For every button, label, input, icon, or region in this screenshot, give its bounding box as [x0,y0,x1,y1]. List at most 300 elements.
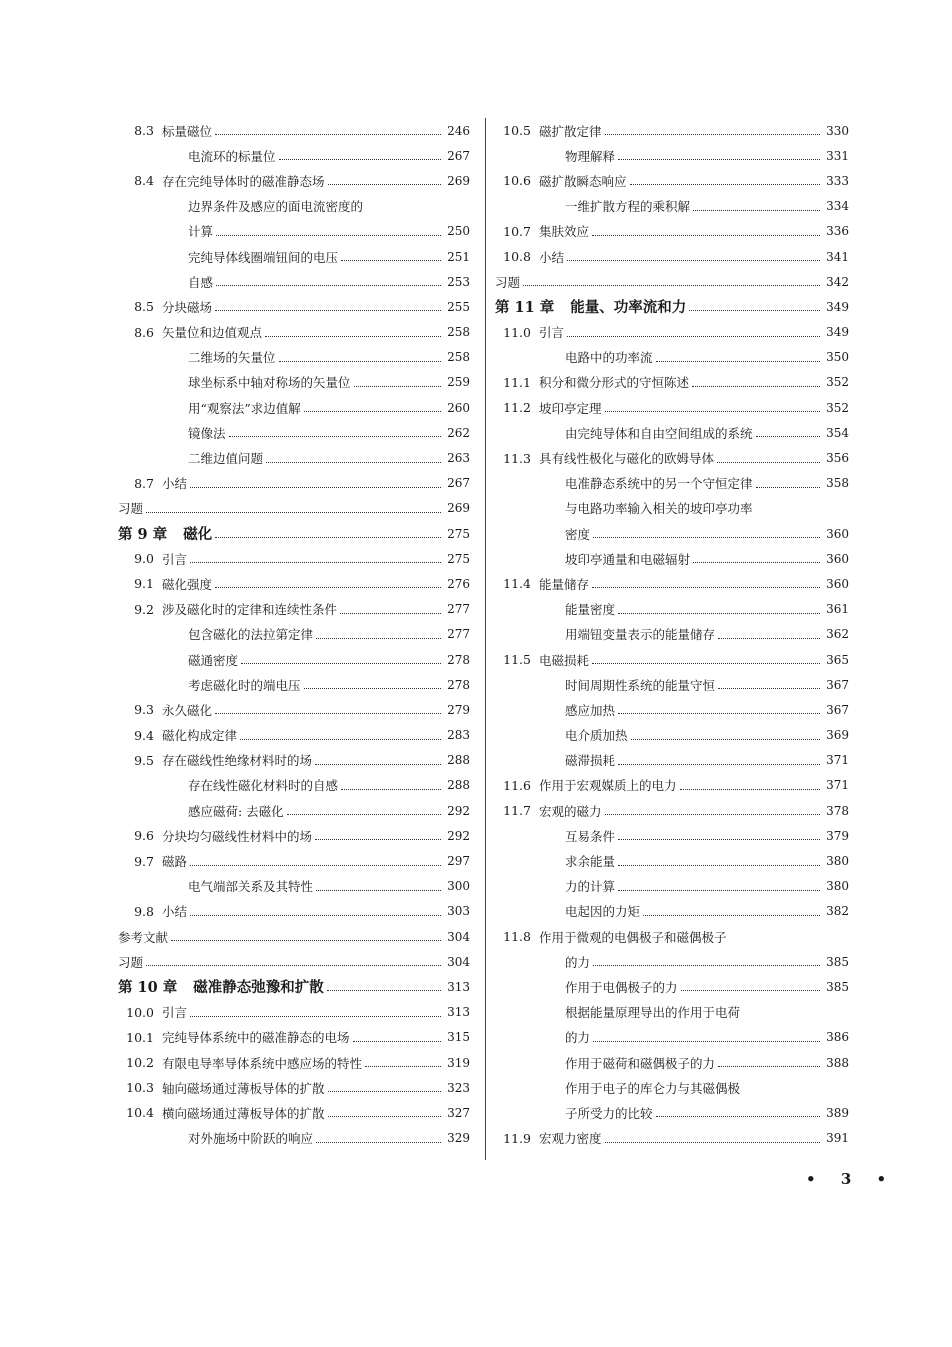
toc-page-number: 356 [826,451,849,466]
dot-leader [316,1142,441,1143]
dot-leader [593,537,820,538]
toc-entry [118,143,470,168]
dot-leader [279,361,441,362]
toc-page-number: 331 [826,148,849,163]
dot-leader [328,184,441,185]
toc-title: 习题 [118,954,144,970]
dot-leader [146,512,441,513]
toc-section-number: 9.5 [134,752,154,768]
dot-leader [216,235,441,236]
dot-leader [171,940,441,941]
toc-entry [495,899,849,924]
toc-entry [118,1025,470,1050]
toc-title: 完纯导体线圈端钮间的电压 [188,249,339,265]
toc-page-number: 278 [447,652,470,667]
toc-section-number: 9.0 [134,551,154,567]
toc-title: 对外施场中阶跃的响应 [188,1131,314,1147]
toc-page-number: 323 [447,1080,470,1095]
toc-title: 永久磁化 [162,702,213,718]
toc-page-number: 275 [447,551,470,566]
dot-leader [618,613,820,614]
toc-page-number: 378 [826,803,849,818]
toc-page-number: 336 [826,224,849,239]
dot-leader [592,663,820,664]
toc-title: 互易条件 [565,828,616,844]
toc-page-number: 263 [447,451,470,466]
toc-title: 习题 [495,274,521,290]
toc-section-number: 8.4 [134,173,154,189]
toc-title: 坡印亭定理 [539,400,602,416]
toc-section-number: 10.5 [503,123,531,139]
dot-leader [605,1142,820,1143]
toc-title: 标量磁位 [162,123,213,139]
toc-section-number: 11.4 [503,576,531,592]
dot-leader [316,638,441,639]
toc-title: 求余能量 [565,854,616,870]
dot-leader [631,739,820,740]
toc-entry [118,823,470,848]
toc-page-number: 300 [447,879,470,894]
toc-entry [495,168,849,193]
toc-entry [118,244,470,269]
toc-title: 物理解释 [565,148,616,164]
toc-section-number: 8.7 [134,475,154,491]
toc-entry [495,320,849,345]
toc-title: 磁路 [162,854,188,870]
toc-page-number: 297 [447,854,470,869]
toc-right-column [495,118,849,1151]
toc-page-number: 329 [447,1131,470,1146]
toc-title: 电介质加热 [565,728,628,744]
toc-title: 电流环的标量位 [188,148,276,164]
toc-page-number: 367 [826,677,849,692]
toc-entry [118,899,470,924]
toc-page-number: 334 [826,199,849,214]
dot-leader [265,336,441,337]
toc-entry [118,1000,470,1025]
toc-section-number: 9.4 [134,727,154,743]
toc-entry [495,420,849,445]
toc-entry [118,395,470,420]
toc-section-number: 11.2 [503,400,531,416]
dot-leader [567,260,820,261]
toc-section-number: 10.1 [126,1029,154,1045]
toc-entry [118,773,470,798]
dot-leader [680,789,820,790]
toc-title: 习题 [118,501,144,517]
toc-page-number: 360 [826,551,849,566]
toc-title: 的力 [565,954,591,970]
toc-title: 镜像法 [188,425,226,441]
toc-page-number: 260 [447,400,470,415]
toc-title: 力的计算 [565,879,616,895]
toc-entry [118,597,470,622]
toc-entry [118,294,470,319]
toc-entry [495,1075,849,1100]
toc-entry [495,597,849,622]
toc-title: 存在线性磁化材料时的自感 [188,778,339,794]
toc-entry [495,848,849,873]
toc-entry [495,1100,849,1125]
dot-leader [718,638,820,639]
toc-page-number: 349 [826,325,849,340]
toc-page-number: 341 [826,249,849,264]
dot-leader [279,159,441,160]
toc-page-number: 360 [826,576,849,591]
toc-section-number: 8.6 [134,324,154,340]
toc-entry [118,320,470,345]
toc-title: 磁化强度 [162,576,213,592]
dot-leader [328,1116,441,1117]
toc-entry [118,345,470,370]
dot-leader [618,839,820,840]
dot-leader [146,965,441,966]
toc-page-number: 258 [447,325,470,340]
dot-leader [241,663,441,664]
toc-entry [118,370,470,395]
toc-title: 坡印亭通量和电磁辐射 [565,551,691,567]
toc-section-number: 11.9 [503,1130,531,1146]
toc-page-number: 379 [826,828,849,843]
toc-title: 二维场的矢量位 [188,350,276,366]
toc-entry [495,521,849,546]
toc-page-number: 365 [826,652,849,667]
dot-leader [316,890,441,891]
dot-leader [693,562,820,563]
toc-entry [495,874,849,899]
toc-title: 球坐标系中轴对称场的矢量位 [188,375,351,391]
toc-title: 电路中的功率流 [565,350,653,366]
toc-section-number: 9.8 [134,903,154,919]
toc-page-number: 258 [447,350,470,365]
toc-section-number: 9.3 [134,702,154,718]
toc-entry [118,672,470,697]
toc-page-number: 283 [447,728,470,743]
dot-leader [592,587,820,588]
toc-section-number: 10.4 [126,1105,154,1121]
dot-leader [618,159,820,160]
toc-title: 用“观察法”求边值解 [188,400,301,416]
toc-page-number: 313 [447,979,470,994]
dot-leader [215,310,441,311]
dot-leader [605,814,820,815]
dot-leader [315,839,441,840]
toc-title: 作用于宏观媒质上的电力 [539,778,677,794]
toc-section-number: 10.7 [503,223,531,239]
toc-entry [495,370,849,395]
dot-leader [756,487,820,488]
toc-entry [118,445,470,470]
toc-entry [118,723,470,748]
toc-page-number: 269 [447,173,470,188]
toc-title: 感应加热 [565,702,616,718]
toc-page-number: 267 [447,148,470,163]
toc-title: 小结 [162,476,188,492]
toc-page-number: 277 [447,627,470,642]
toc-title: 子所受力的比较 [565,1105,653,1121]
toc-page-number: 288 [447,753,470,768]
toc-section-number: 9.2 [134,601,154,617]
toc-page-number: 380 [826,879,849,894]
toc-title: 电准静态系统中的另一个守恒定律 [565,476,753,492]
toc-entry [118,748,470,773]
toc-page-number: 371 [826,753,849,768]
toc-entry [495,143,849,168]
toc-page-number: 262 [447,425,470,440]
toc-title: 的力 [565,1030,591,1046]
toc-title: 包含磁化的法拉第定律 [188,627,314,643]
toc-title: 磁化构成定律 [162,728,238,744]
toc-chapter-entry [118,974,470,999]
toc-title: 引言 [162,1005,188,1021]
toc-title: 分块均匀磁线性材料中的场 [162,828,313,844]
toc-entry [495,244,849,269]
toc-page-number: 330 [826,123,849,138]
toc-entry [118,546,470,571]
page-number: • 3 • [806,1170,897,1188]
dot-leader [215,587,441,588]
dot-leader [593,965,820,966]
toc-title: 计算 [188,224,214,240]
toc-title: 引言 [162,551,188,567]
toc-page-number: 279 [447,702,470,717]
dot-leader [689,310,820,311]
dot-leader [215,537,441,538]
toc-title: 根据能量原理导出的作用于电荷 [565,1005,741,1021]
toc-section-number: 10.0 [126,1004,154,1020]
dot-leader [643,915,820,916]
toc-title: 磁扩散瞬态响应 [539,173,627,189]
toc-page-number: 371 [826,778,849,793]
toc-title: 用端钮变量表示的能量储存 [565,627,716,643]
toc-section-number: 11.6 [503,777,531,793]
toc-entry [118,874,470,899]
toc-page-number: 391 [826,1131,849,1146]
toc-page-number: 350 [826,350,849,365]
toc-entry [495,194,849,219]
toc-entry [118,219,470,244]
toc-page-number: 352 [826,400,849,415]
toc-title: 电起因的力矩 [565,904,641,920]
dot-leader [229,436,441,437]
dot-leader [190,487,441,488]
toc-entry [495,496,849,521]
toc-title: 存在磁线性绝缘材料时的场 [162,753,313,769]
dot-leader [190,562,441,563]
toc-page-number: 292 [447,828,470,843]
toc-title: 有限电导率导体系统中感应场的特性 [162,1055,363,1071]
toc-section-number: 11.3 [503,450,531,466]
toc-section-number: 11.1 [503,374,531,390]
toc-entry [495,1050,849,1075]
toc-page-number: 380 [826,854,849,869]
dot-leader [567,336,820,337]
toc-section-number: 10.8 [503,249,531,265]
toc-page-number: 386 [826,1030,849,1045]
toc-entry [495,571,849,596]
dot-leader [190,1016,441,1017]
toc-title: 作用于微观的电偶极子和磁偶极子 [539,929,727,945]
dot-leader [354,386,441,387]
toc-title: 自感 [188,274,214,290]
toc-page-number: 276 [447,576,470,591]
toc-title: 轴向磁场通过薄板导体的扩散 [162,1080,325,1096]
toc-title: 小结 [539,249,565,265]
dot-leader [327,990,441,991]
toc-page-number: 389 [826,1105,849,1120]
dot-leader [315,764,441,765]
toc-page-number: 349 [826,299,849,314]
toc-page-number: 361 [826,602,849,617]
dot-leader [215,713,441,714]
toc-entry [118,118,470,143]
toc-entry [118,949,470,974]
toc-page-number: 246 [447,123,470,138]
toc-entry [495,949,849,974]
toc-section-number: 第 11 章 [495,299,555,317]
toc-title: 引言 [539,325,565,341]
toc-entry [495,798,849,823]
toc-page-number: 369 [826,728,849,743]
toc-title: 能量密度 [565,602,616,618]
dot-leader [656,361,820,362]
toc-section-number: 第 9 章 [118,526,168,544]
toc-entry [118,1050,470,1075]
toc-title: 具有线性极化与磁化的欧姆导体 [539,451,715,467]
toc-title: 密度 [565,526,591,542]
toc-page-number: 251 [447,249,470,264]
toc-entry [495,924,849,949]
dot-leader [717,462,820,463]
toc-page-number: 319 [447,1055,470,1070]
toc-section-number: 9.7 [134,853,154,869]
toc-entry [118,1100,470,1125]
toc-page-number: 277 [447,602,470,617]
toc-page-number: 288 [447,778,470,793]
dot-leader [340,613,441,614]
toc-title: 由完纯导体和自由空间组成的系统 [565,425,753,441]
dot-leader [593,1041,820,1042]
toc-page-number: 267 [447,476,470,491]
toc-page-number: 304 [447,929,470,944]
toc-page-number: 385 [826,979,849,994]
toc-title: 涉及磁化时的定律和连续性条件 [162,602,338,618]
toc-entry [118,471,470,496]
toc-entry [495,647,849,672]
toc-left-column [118,118,470,1151]
dot-leader [190,865,441,866]
toc-entry [118,647,470,672]
toc-title: 小结 [162,904,188,920]
toc-section-number: 11.5 [503,652,531,668]
dot-leader [216,285,441,286]
toc-title: 宏观力密度 [539,1131,602,1147]
dot-leader [523,285,820,286]
toc-entry [118,798,470,823]
toc-title: 矢量位和边值观点 [162,325,263,341]
dot-leader [692,386,820,387]
toc-page-number: 303 [447,904,470,919]
toc-page-number: 250 [447,224,470,239]
toc-title: 积分和微分形式的守恒陈述 [539,375,690,391]
toc-chapter-entry [118,521,470,546]
toc-entry [118,168,470,193]
toc-title: 磁准静态弛豫和扩散 [193,979,324,997]
toc-page-number: 313 [447,1005,470,1020]
toc-entry [118,848,470,873]
toc-entry [118,496,470,521]
toc-page-number: 367 [826,702,849,717]
toc-section-number: 10.3 [126,1080,154,1096]
toc-title: 分块磁场 [162,299,213,315]
toc-page-number: 327 [447,1105,470,1120]
dot-leader [618,713,820,714]
toc-title: 时间周期性系统的能量守恒 [565,677,716,693]
column-divider [485,118,486,1160]
dot-leader [341,789,441,790]
toc-entry [495,471,849,496]
toc-entry [495,269,849,294]
dot-leader [630,184,820,185]
toc-entry [118,571,470,596]
toc-title: 存在完纯导体时的磁准静态场 [162,173,325,189]
toc-title: 考虑磁化时的端电压 [188,677,301,693]
toc-section-number: 11.8 [503,929,531,945]
toc-entry [118,1075,470,1100]
dot-leader [304,411,441,412]
dot-leader [618,764,820,765]
toc-page-number: 360 [826,526,849,541]
toc-page-number: 354 [826,425,849,440]
toc-page-number: 342 [826,274,849,289]
toc-entry [118,697,470,722]
toc-title: 作用于电子的库仑力与其磁偶极 [565,1080,741,1096]
dot-leader [681,990,820,991]
toc-title: 与电路功率输入相关的坡印亭功率 [565,501,753,517]
dot-leader [190,915,441,916]
dot-leader [718,1066,820,1067]
toc-section-number: 10.2 [126,1055,154,1071]
toc-entry [495,672,849,697]
dot-leader [215,134,441,135]
toc-entry [495,622,849,647]
toc-title: 能量、功率流和力 [570,299,687,317]
toc-title: 磁化 [183,526,213,544]
toc-title: 完纯导体系统中的磁准静态的电场 [162,1030,350,1046]
toc-entry [118,1126,470,1151]
dot-leader [656,1116,820,1117]
toc-title: 作用于电偶极子的力 [565,979,678,995]
toc-title: 宏观的磁力 [539,803,602,819]
dot-leader [718,688,820,689]
toc-entry [495,345,849,370]
toc-page-number: 278 [447,677,470,692]
toc-entry [495,823,849,848]
toc-entry [495,773,849,798]
toc-page-number: 269 [447,501,470,516]
toc-entry [118,622,470,647]
toc-page-number: 304 [447,954,470,969]
toc-entry [495,546,849,571]
toc-title: 磁通密度 [188,652,239,668]
toc-section-number: 11.0 [503,324,531,340]
page-number-value: 3 [840,1170,862,1188]
toc-title: 集肤效应 [539,224,590,240]
dot-leader [756,436,820,437]
toc-page-number: 333 [826,173,849,188]
toc-title: 电气端部关系及其特性 [188,879,314,895]
dot-leader [287,814,441,815]
